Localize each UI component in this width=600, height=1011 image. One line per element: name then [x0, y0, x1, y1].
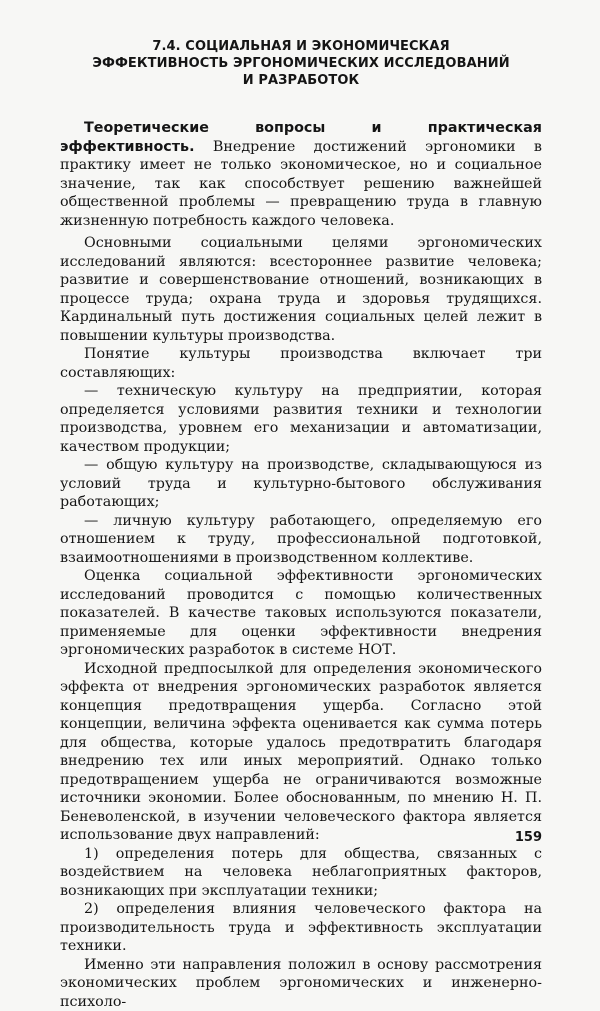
paragraph-1	[60, 119, 542, 230]
list-item-technical: — техническую культуру на предприятии, которая определяется условиями развития техники и технологии производства, уровнем его механизации и автоматизации, качеством продукции;	[60, 382, 542, 456]
paragraph-3: Понятие культуры производства включает три составляющих:	[60, 345, 542, 382]
page-number: 159	[515, 830, 542, 845]
paragraph-lead: Теоретические вопросы и практическая эффективность.	[60, 120, 542, 155]
list-item-2: 2) определения влияния человеческого фактора на производительность труда и эффективность эксплуатации техники.	[60, 900, 542, 956]
list-item-personal: — личную культуру работающего, определяемую его отношением к труду, профессиональной подготовкой, взаимоотношениями в производственном коллективе.	[60, 512, 542, 568]
paragraph-2: Основными социальными целями эргономических исследований являются: всестороннее развитие человека; развитие и совершенствование отношений, возникающих в процессе труда; охрана труда и здоровья трудящихся. Кардинальный путь достижения социальных целей лежит в повышении культуры производства.	[60, 234, 542, 345]
paragraph-11: Именно эти направления положил в основу рассмотрения экономических проблем эргономических и инженерно-психоло-	[60, 956, 542, 1011]
section-heading	[60, 38, 542, 89]
paragraph-8: Исходной предпосылкой для определения экономического эффекта от внедрения эргономических разработок является концепция предотвращения ущерба. Согласно этой концепции, величина эффекта оценивается как сумма потерь для общества, которые удалось предотвратить благодаря внедрению тех или иных мероприятий. Однако только предотвращением ущерба не ограничиваются возможные источники экономии. Более обоснованным, по мнению Н. П. Беневоленской, в изучении человеческого фактора является использование двух направлений:	[60, 660, 542, 845]
heading-line-3: И РАЗРАБОТОК	[60, 72, 542, 89]
heading-line-2: ЭФФЕКТИВНОСТЬ ЭРГОНОМИЧЕСКИХ ИССЛЕДОВАНИЙ	[60, 55, 542, 72]
paragraph-7: Оценка социальной эффективности эргономических исследований проводится с помощью количественных показателей. В качестве таковых используются показатели, применяемые для оценки эффективности внедрения эргономических разработок в системе НОТ.	[60, 567, 542, 660]
list-item-1: 1) определения потерь для общества, связанных с воздействием на человека неблагоприятных факторов, возникающих при эксплуатации техники;	[60, 845, 542, 901]
list-item-general: — общую культуру на производстве, складывающуюся из условий труда и культурно-бытового обслуживания работающих;	[60, 456, 542, 512]
paragraph-1-text: Внедрение достижений эргономики в практику имеет не только экономическое, но и социальное значение, так как способствует решению важнейшей общественной проблемы — превращению труда в главную жизненную потребность каждого человека.	[60, 139, 542, 229]
heading-line-1: 7.4. СОЦИАЛЬНАЯ И ЭКОНОМИЧЕСКАЯ	[60, 38, 542, 55]
body-text	[60, 119, 542, 1011]
